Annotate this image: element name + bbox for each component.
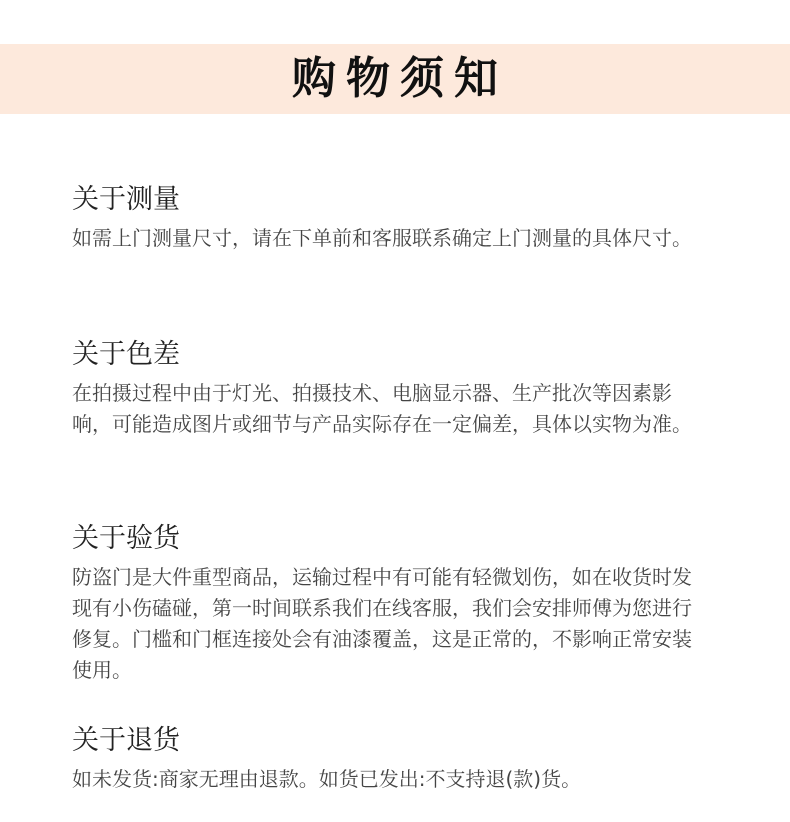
- section-measurement: [72, 183, 702, 254]
- section-heading: 关于色差: [72, 339, 180, 370]
- section-body: 防盗门是大件重型商品，运输过程中有可能有轻微划伤，如在收货时发现有小伤磕碰，第一时间联系我们在线客服，我们会安排师傅为您进行修复。门槛和门框连接处会有油漆覆盖，这是正常的，不影响正常安装使用。: [72, 565, 692, 682]
- section-body: 在拍摄过程中由于灯光、拍摄技术、电脑显示器、生产批次等因素影响，可能造成图片或细节与产品实际存在一定偏差，具体以实物为准。: [72, 381, 692, 436]
- section-heading: 关于测量: [72, 184, 180, 215]
- section-heading: 关于退货: [72, 725, 180, 756]
- section-body: 如未发货:商家无理由退款。如货已发出:不支持退(款)货。: [72, 767, 582, 791]
- section-returns: [72, 724, 702, 795]
- section-body: 如需上门测量尺寸，请在下单前和客服联系确定上门测量的具体尺寸。: [72, 226, 692, 250]
- section-color-difference: [72, 338, 702, 440]
- section-heading: 关于验货: [72, 523, 180, 554]
- title-banner: [0, 44, 790, 114]
- page-title: 购物须知: [292, 53, 508, 104]
- section-inspection: [72, 522, 702, 686]
